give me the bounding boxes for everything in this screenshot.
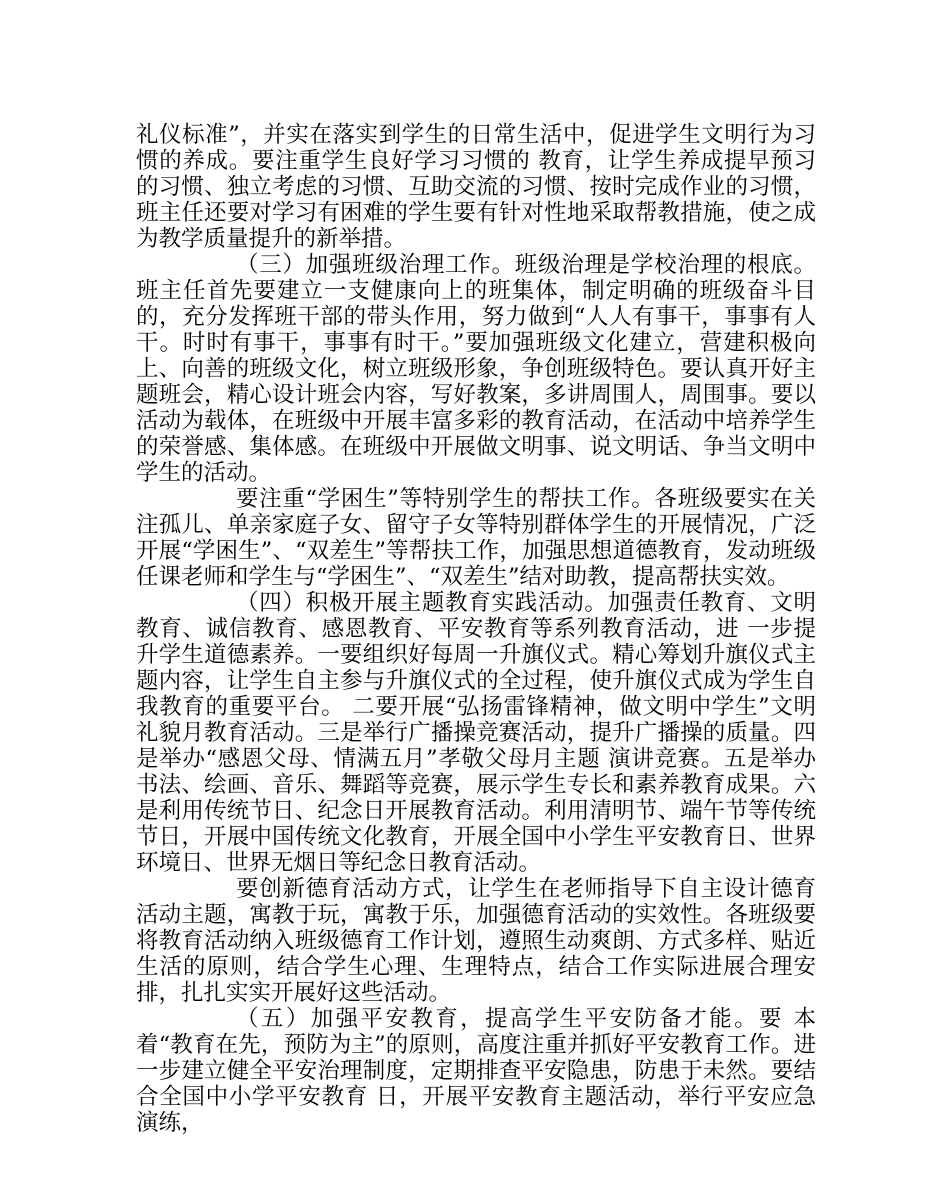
paragraph-section-3: （三）加强班级治理工作。班级治理是学校治理的根底。班主任首先要建立一支健康向上的班集体，制定明确的班级奋斗目的，充分发挥班干部的带头作用，努力做到“人人有事干，事事有人干。时时有事干，事事有时干。”要加强班级文化建立，营建积极向上、向善的班级文化，树立班级形象，争创班级特色。要认真开好主题班会，精心设计班会内容，写好教案，多讲周围人，周围事。要以活动为载体，在班级中开展丰富多彩的教育活动，在活动中培养学生的荣誉感、集体感。在班级中开展做文明事、说文明话、争当文明中学生的活动。 bbox=[136, 252, 816, 486]
paragraph-section-4: （四）积极开展主题教育实践活动。加强责任教育、文明教育、诚信教育、感恩教育、平安教育等系列教育活动，进 一步提升学生道德素养。一要组织好每周一升旗仪式。精心筹划升旗仪式主题内容，让学生自主参与升旗仪式的全过程，使升旗仪式成为学生自我教育的重要平台。 二要开展“弘扬雷锋精神，做文明中学生”文明礼貌月教育活动。三是举行广播操竞赛活动，提升广播操的质量。四是举办“感恩父母、情满五月”孝敬父母月主题 演讲竞赛。五是举办书法、绘画、音乐、舞蹈等竞赛，展示学生专长和素养教育成果。六是利用传统节日、纪念日开展教育活动。利用清明节、端午节等传统节日，开展中国传统文化教育，开展全国中小学生平安教育日、世界环境日、世界无烟日等纪念日教育活动。 bbox=[136, 590, 816, 876]
paragraph-continuation: 礼仪标准”，并实在落实到学生的日常生活中，促进学生文明行为习惯的养成。要注重学生良好学习习惯的 教育，让学生养成提早预习的习惯、独立考虑的习惯、互助交流的习惯、按时完成作业的习惯，班主任还要对学习有困难的学生要有针对性地采取帮教措施，使之成 为教学质量提升的新举措。 bbox=[136, 122, 816, 252]
document-body bbox=[136, 122, 816, 1136]
paragraph-section-5: （五）加强平安教育，提高学生平安防备才能。要 本着“教育在先，预防为主”的原则，高度注重并抓好平安教育工作。进一步建立健全平安治理制度，定期排查平安隐患，防患于未然。要结合全国中小学平安教育 日，开展平安教育主题活动，举行平安应急演练， bbox=[136, 1006, 816, 1136]
paragraph-activity-innovation: 要创新德育活动方式，让学生在老师指导下自主设计德育活动主题，寓教于玩，寓教于乐，加强德育活动的实效性。各班级要将教育活动纳入班级德育工作计划，遵照生动爽朗、方式多样、贴近生活的原则，结合学生心理、生理特点，结合工作实际进展合理安排，扎扎实实开展好这些活动。 bbox=[136, 876, 816, 1006]
paragraph-struggling-students: 要注重“学困生”等特别学生的帮扶工作。各班级要实在关注孤儿、单亲家庭子女、留守子女等特别群体学生的开展情况，广泛开展“学困生”、“双差生”等帮扶工作，加强思想道德教育，发动班级任课老师和学生与“学困生”、“双差生”结对助教，提高帮扶实效。 bbox=[136, 486, 816, 590]
